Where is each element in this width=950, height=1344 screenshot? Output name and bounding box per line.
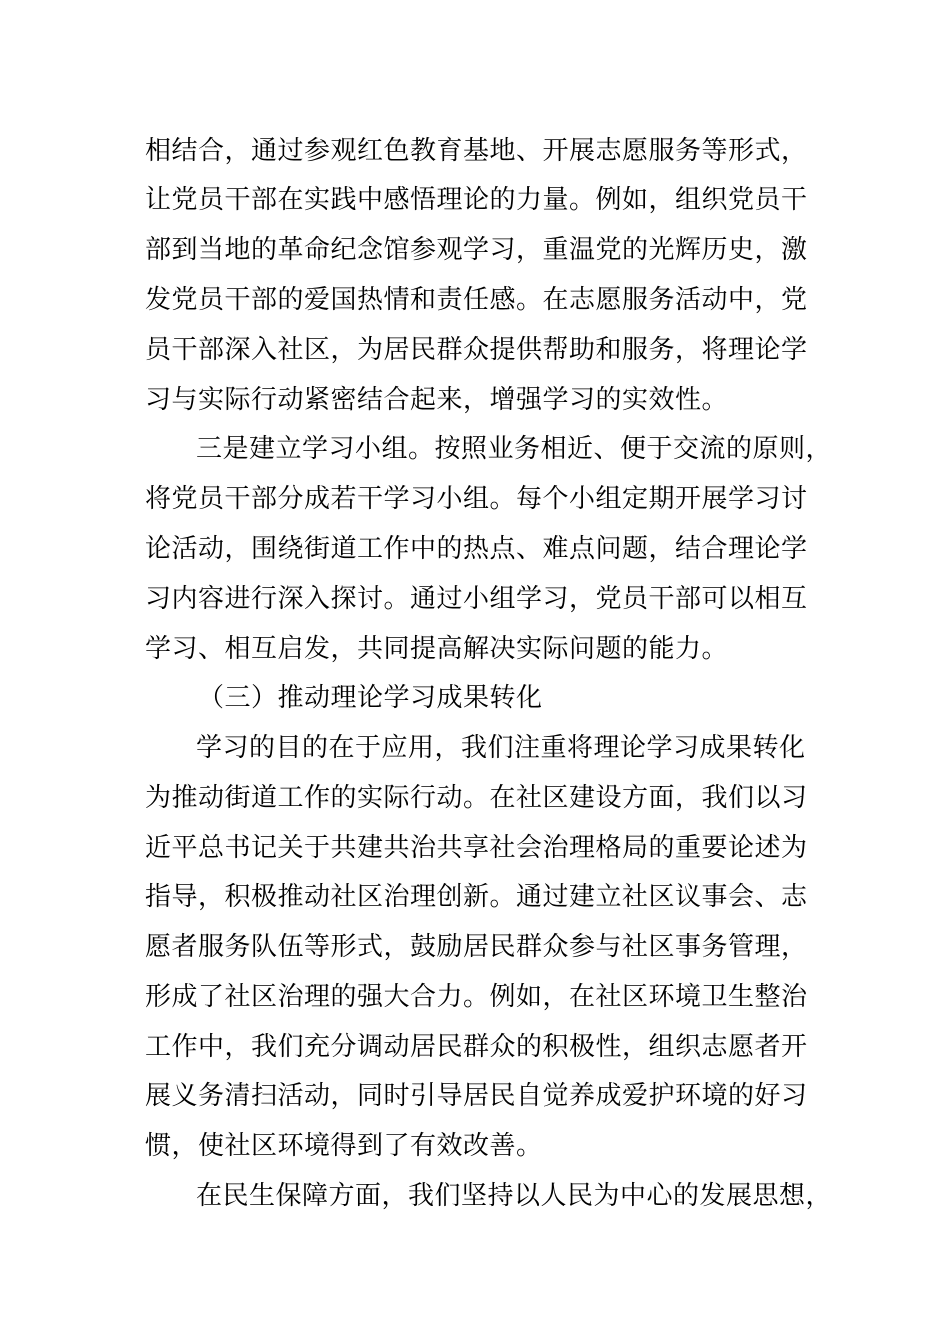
text-line: 发党员干部的爱国热情和责任感。在志愿服务活动中，党 (145, 285, 808, 315)
text-line: 习与实际行动紧密结合起来，增强学习的实效性。 (145, 385, 729, 415)
text-line: 愿者服务队伍等形式，鼓励居民群众参与社区事务管理， (145, 932, 808, 962)
text-line: 展义务清扫活动，同时引导居民自觉养成爱护环境的好习 (145, 1081, 808, 1111)
text-line: 工作中，我们充分调动居民群众的积极性，组织志愿者开 (145, 1032, 808, 1062)
text-line: 习内容进行深入探讨。通过小组学习，党员干部可以相互 (145, 584, 808, 614)
text-line: 论活动，围绕街道工作中的热点、难点问题，结合理论学 (145, 534, 808, 564)
section-heading: （三）推动理论学习成果转化 (198, 683, 543, 713)
text-line: 形成了社区治理的强大合力。例如，在社区环境卫生整治 (145, 982, 808, 1012)
text-line: 近平总书记关于共建共治共享社会治理格局的重要论述为 (145, 833, 808, 863)
paragraph-start-line: 学习的目的在于应用，我们注重将理论学习成果转化 (196, 733, 806, 763)
text-line: 部到当地的革命纪念馆参观学习，重温党的光辉历史，激 (145, 235, 808, 265)
text-line: 让党员干部在实践中感悟理论的力量。例如，组织党员干 (145, 185, 808, 215)
text-line: 为推动街道工作的实际行动。在社区建设方面，我们以习 (145, 783, 808, 813)
text-line: 员干部深入社区，为居民群众提供帮助和服务，将理论学 (145, 335, 808, 365)
text-line: 将党员干部分成若干学习小组。每个小组定期开展学习讨 (145, 484, 808, 514)
text-line: 相结合，通过参观红色教育基地、开展志愿服务等形式， (145, 136, 808, 166)
paragraph-start-line: 在民生保障方面，我们坚持以人民为中心的发展思想， (196, 1181, 833, 1211)
paragraph-start-line: 三是建立学习小组。按照业务相近、便于交流的原则， (196, 434, 833, 464)
text-line: 惯，使社区环境得到了有效改善。 (145, 1131, 543, 1161)
text-line: 指导，积极推动社区治理创新。通过建立社区议事会、志 (145, 882, 808, 912)
text-line: 学习、相互启发，共同提高解决实际问题的能力。 (145, 634, 729, 664)
